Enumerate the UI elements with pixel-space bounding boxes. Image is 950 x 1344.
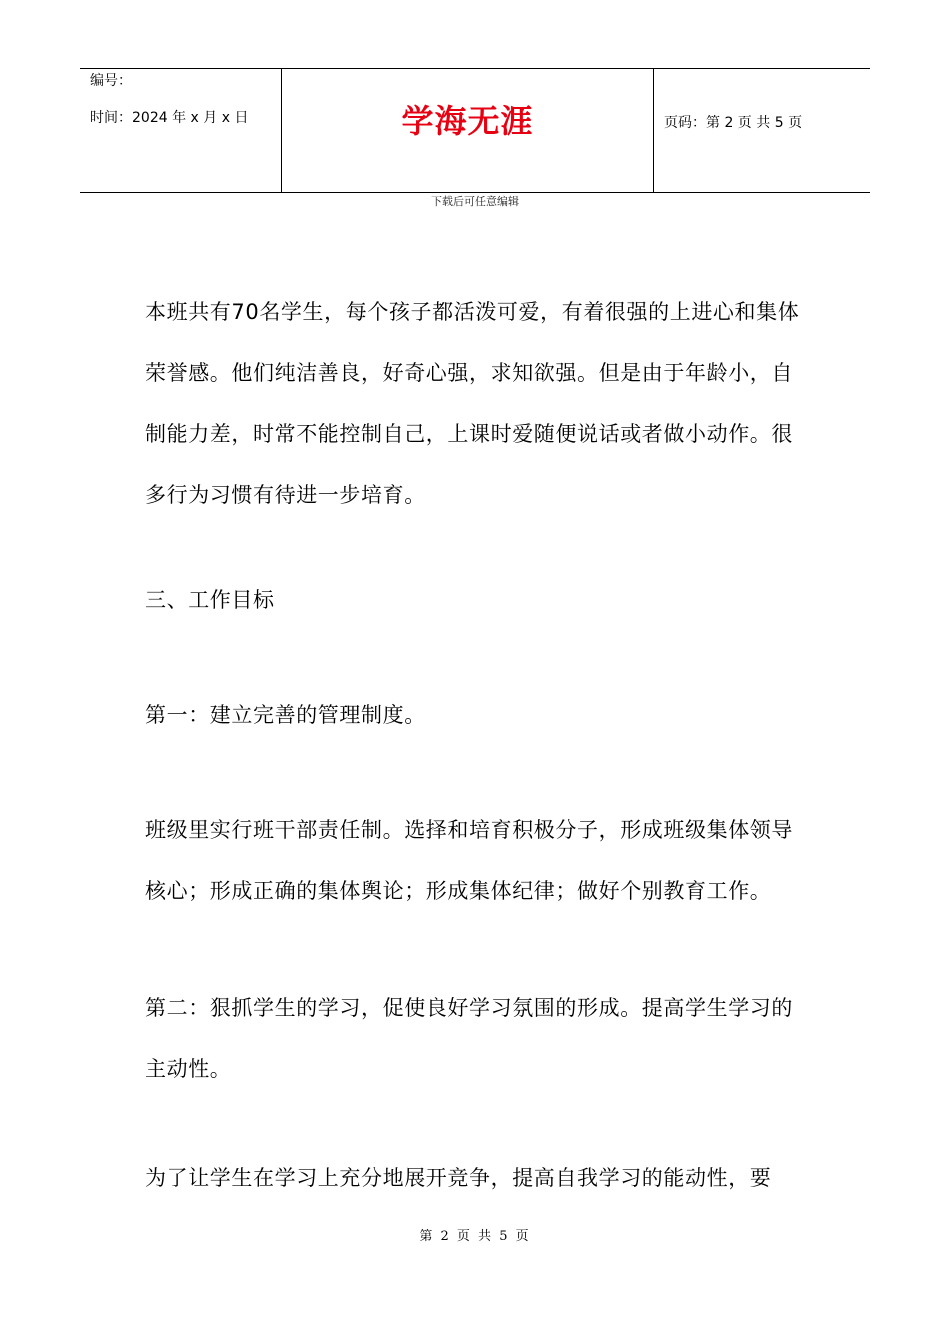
paragraph-goal-two: 第二：狠抓学生的学习，促使良好学习氛围的形成。提高学生学习的主动性。 <box>145 996 793 1081</box>
header-center-cell <box>281 69 654 192</box>
paragraph-class-committee: 班级里实行班干部责任制。选择和培育积极分子，形成班级集体领导核心；形成正确的集体舆论；形成集体纪律；做好个别教育工作。 <box>145 818 793 903</box>
document-header <box>80 68 870 193</box>
page-footer: 第 2 页 共 5 页 <box>419 1229 531 1244</box>
header-left-cell <box>80 69 281 192</box>
section-heading-goals: 三、工作目标 <box>145 588 275 612</box>
document-code-label: 编号： <box>90 73 132 89</box>
paragraph-competition: 为了让学生在学习上充分地展开竞争，提高自我学习的能动性，要 <box>145 1166 772 1190</box>
header-right-cell <box>654 69 870 192</box>
paragraph-class-overview: 本班共有70名学生，每个孩子都活泼可爱，有着很强的上进心和集体荣誉感。他们纯洁善良，好奇心强，求知欲强。但是由于年龄小，自制能力差，时常不能控制自己，上课时爱随便说话或者做小动作。很多行为习惯有待进一步培育。 <box>145 300 800 507</box>
brand-title: 学海无涯 <box>401 102 534 140</box>
page-number-label: 页码：第 2 页 共 5 页 <box>664 115 803 131</box>
paragraph-goal-one: 第一：建立完善的管理制度。 <box>145 703 426 727</box>
edit-note: 下载后可任意编辑 <box>431 195 519 208</box>
document-time-label: 时间：2024 年 x 月 x 日 <box>90 110 249 126</box>
